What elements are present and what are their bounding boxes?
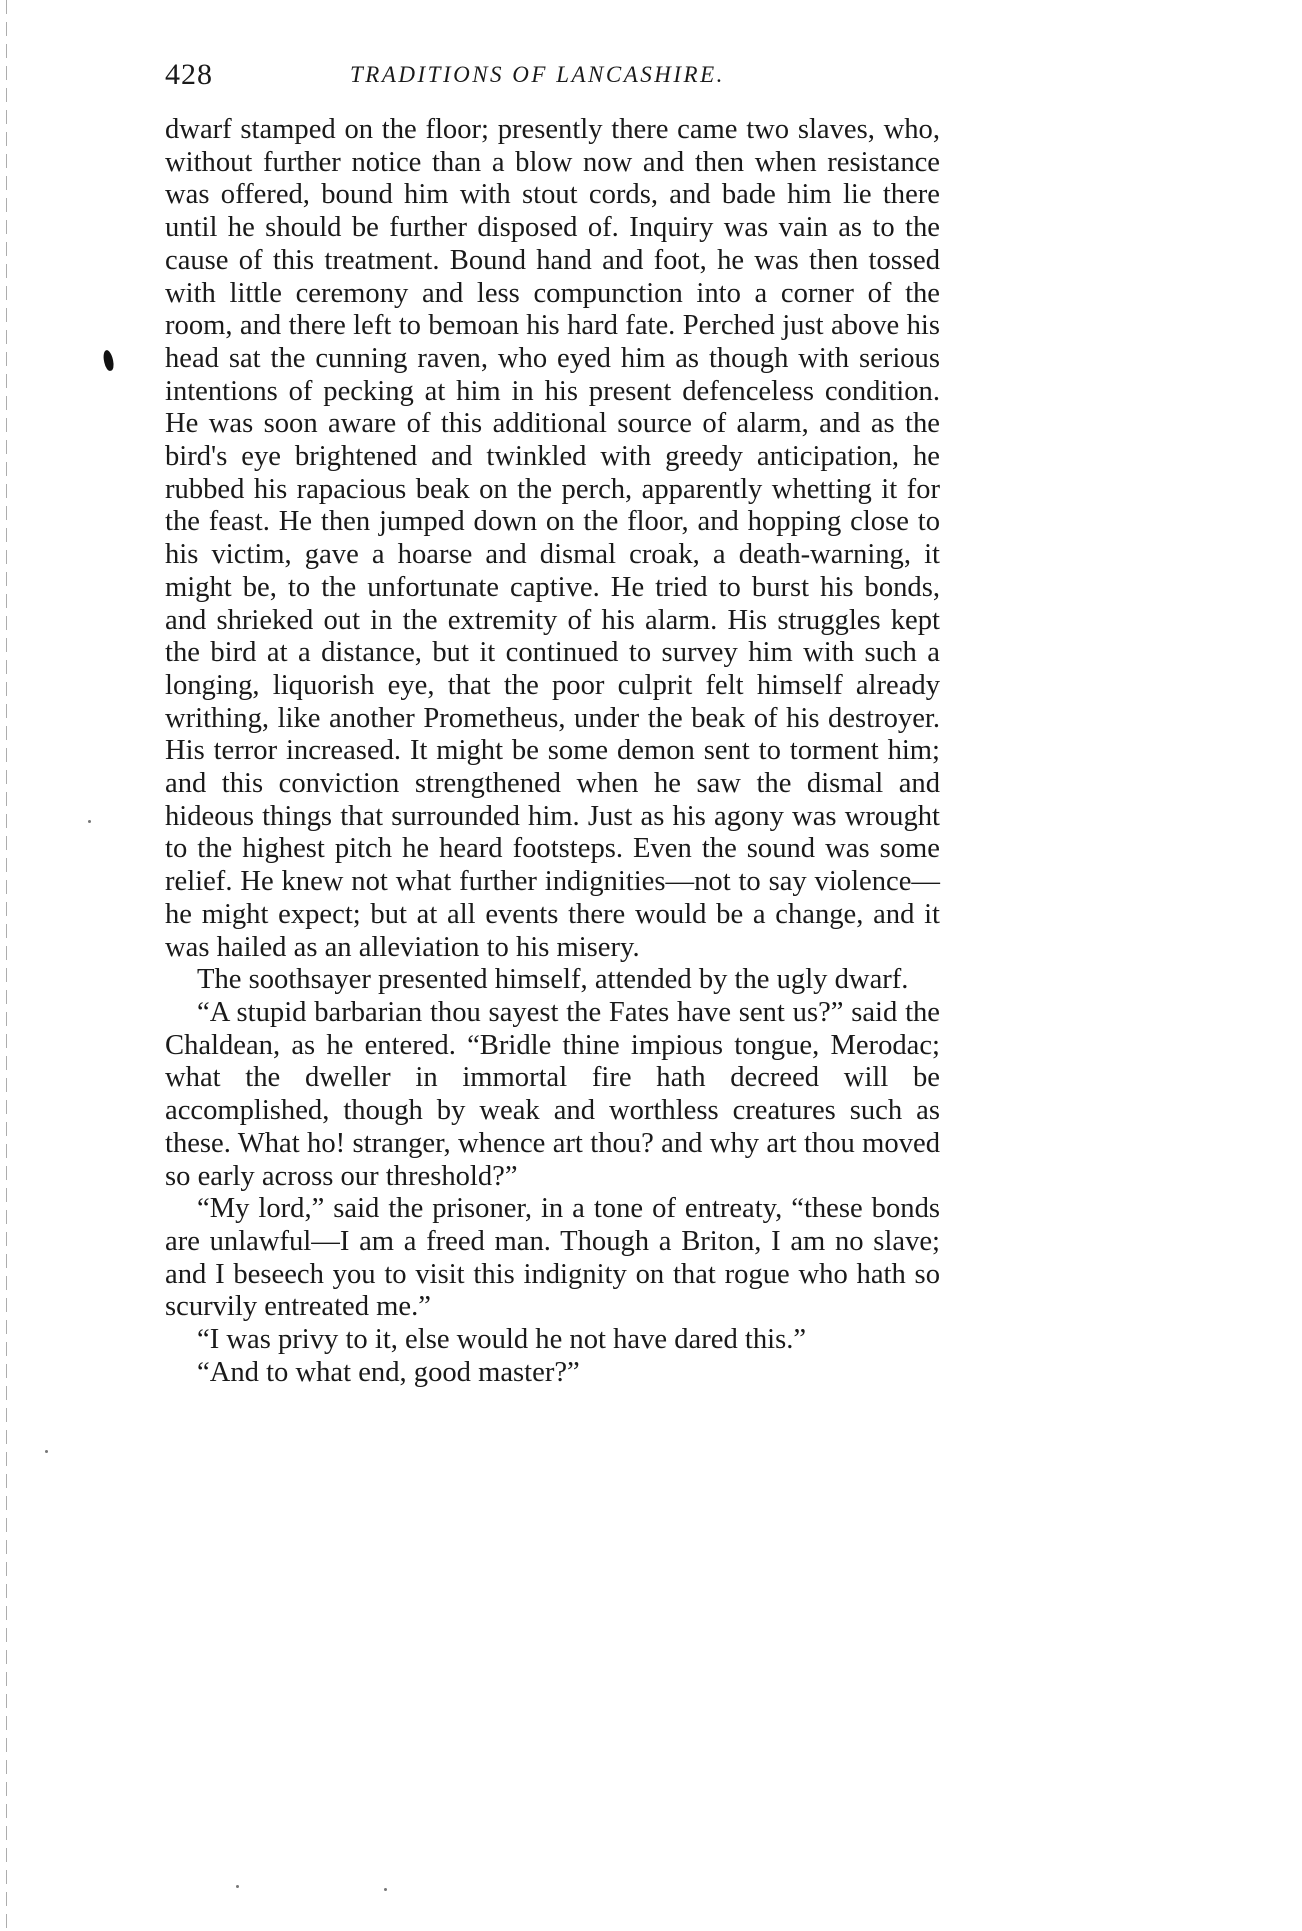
paragraph: “A stupid barbarian thou sayest the Fates have sent us?” said the Chaldean, as he entered. “Bridle thine impious tongue, Merodac; what the dweller in immortal fire hath decreed will be accomplished, though by weak and worthless creatures such as these. What ho! stranger, whence art thou? and why art thou moved so early across our threshold?” [165, 996, 940, 1192]
paragraph: “My lord,” said the prisoner, in a tone of entreaty, “these bonds are unlawful—I am a freed man. Though a Briton, I am no slave; and I beseech you to visit this indignity on that rogue who hath so scurvily entreated me.” [165, 1193, 940, 1323]
margin-ink-mark [102, 349, 115, 371]
paragraph: “I was privy to it, else would he not have dared this.” [197, 1324, 807, 1356]
scan-edge-line [6, 0, 7, 1931]
scan-speck [88, 820, 91, 823]
page-number: 428 [165, 58, 213, 91]
body-text [165, 114, 940, 1389]
running-head [165, 58, 945, 98]
paragraph: The soothsayer presented himself, attended by the ugly dwarf. [197, 964, 909, 996]
scan-speck [236, 1885, 239, 1888]
scan-speck [45, 1450, 48, 1453]
paragraph: “And to what end, good master?” [197, 1356, 580, 1388]
running-title: TRADITIONS OF LANCASHIRE. [350, 62, 725, 87]
scan-speck [384, 1888, 387, 1891]
paragraph: dwarf stamped on the floor; presently there came two slaves, who, without further notice than a blow now and then when resistance was offered, bound him with stout cords, and bade him lie there until he should be further disposed of. Inquiry was vain as to the cause of this treatment. Bound hand and foot, he was then tossed with little ceremony and less compunction into a corner of the room, and there left to bemoan his hard fate. Perched just above his head sat the cunning raven, who eyed him as though with serious intentions of pecking at him in his present defenceless condition. He was soon aware of this additional source of alarm, and as the bird's eye brightened and twinkled with greedy anticipation, he rubbed his rapacious beak on the perch, apparently whetting it for the feast. He then jumped down on the floor, and hopping close to his victim, gave a hoarse and dismal croak, a death-warning, it might be, to the unfortunate captive. He tried to burst his bonds, and shrieked out in the extremity of his alarm. His struggles kept the bird at a distance, but it continued to survey him with such a longing, liquorish eye, that the poor culprit felt himself already writhing, like another Prometheus, under the beak of his destroyer. His terror increased. It might be some demon sent to torment him; and this conviction strengthened when he saw the dismal and hideous things that surrounded him. Just as his agony was wrought to the highest pitch he heard footsteps. Even the sound was some relief. He knew not what further indignities—not to say violence—he might expect; but at all events there would be a change, and it was hailed as an alleviation to his misery. [165, 114, 940, 963]
